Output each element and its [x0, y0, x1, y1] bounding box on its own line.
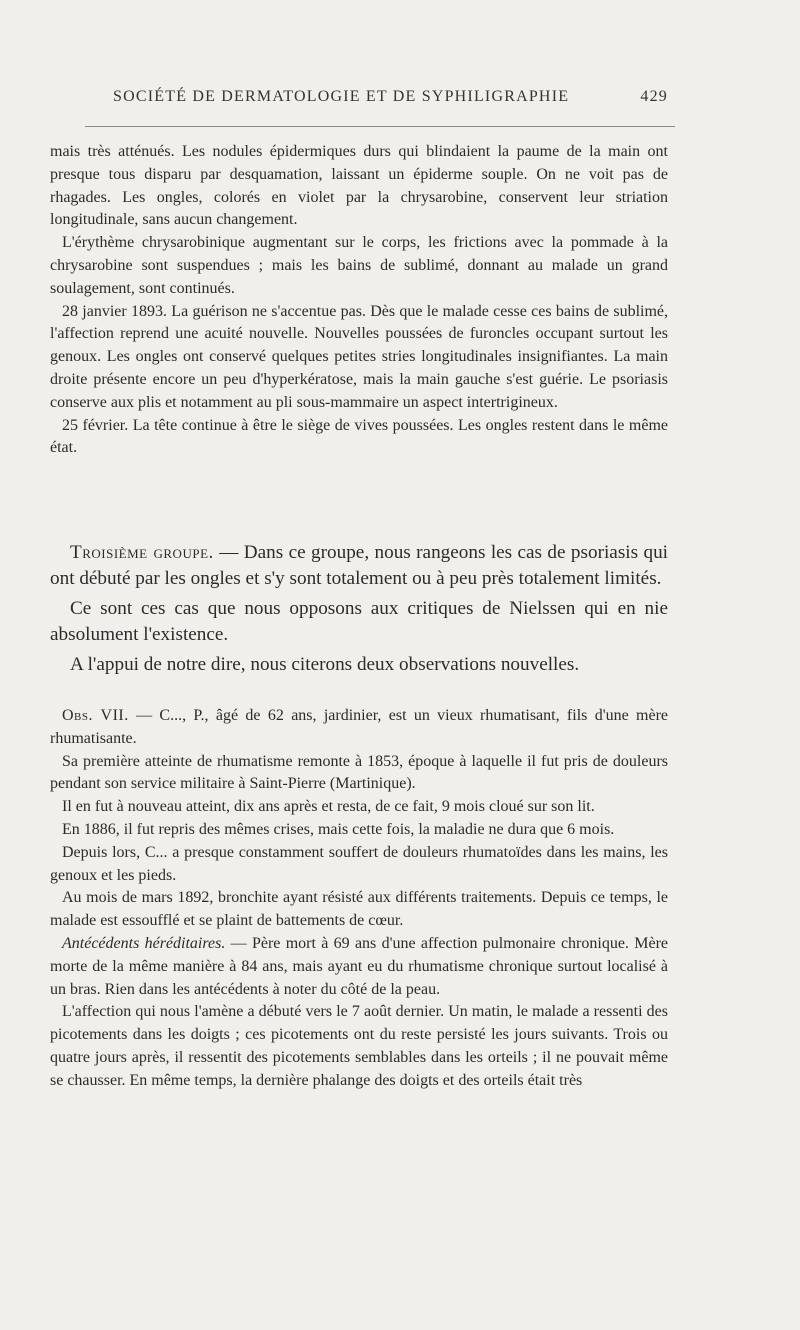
- paragraph: [50, 705, 668, 751]
- section-third-group: [50, 540, 668, 682]
- paragraph: [50, 540, 668, 592]
- paragraph: A l'appui de notre dire, nous citerons deux observations nouvelles.: [70, 654, 580, 675]
- section-observation-vii: [50, 705, 668, 1093]
- subheading-italic: Antécédents héréditaires.: [62, 934, 226, 952]
- observation-label: Obs. VII.: [62, 707, 129, 724]
- paragraph: 28 janvier 1893. La guérison ne s'accentue pas. Dès que le malade cesse ces bains de sublimé, l'affection reprend une acuité nouvelle. Nouvelles poussées de furoncles occupant surtout les genoux. Les ongles ont conservé quelques petites stries longitudinales insignifiantes. La main droite présente encore un peu d'hyperkératose, mais la main gauche s'est guérie. Le psoriasis conserve aux plis et notamment au pli sous-mammaire un aspect intertrigineux.: [50, 302, 668, 411]
- header-rule: [85, 126, 675, 127]
- page-number: 429: [640, 88, 668, 105]
- paragraph: [50, 933, 668, 1001]
- paragraph: Sa première atteinte de rhumatisme remonte à 1853, époque à laquelle il fut pris de douleurs pendant son service militaire à Saint-Pierre (Martinique).: [50, 752, 668, 793]
- section-continued-case: [50, 141, 668, 460]
- paragraph: Depuis lors, C... a presque constamment souffert de douleurs rhumatoïdes dans les mains, les genoux et les pieds.: [50, 843, 668, 884]
- paragraph-text: — C..., P., âgé de 62 ans, jardinier, est un vieux rhumatisant, fils d'une mère rhumatisante.: [50, 707, 668, 747]
- paragraph: Il en fut à nouveau atteint, dix ans après et resta, de ce fait, 9 mois cloué sur son lit.: [62, 798, 595, 816]
- paragraph: Au mois de mars 1892, bronchite ayant résisté aux différents traitements. Depuis ce temps, le malade est essoufflé et se plaint de battements de cœur.: [50, 889, 668, 930]
- paragraph-text: — Dans ce groupe, nous rangeons les cas de psoriasis qui ont débuté par les ongles et s'y sont totalement ou à peu près totalement limités.: [50, 542, 668, 589]
- paragraph: Ce sont ces cas que nous opposons aux critiques de Nielssen qui en nie absolument l'existence.: [50, 598, 668, 645]
- paragraph: L'érythème chrysarobinique augmentant sur le corps, les frictions avec la pommade à la chrysarobine sont suspendues ; mais les bains de sublimé, donnant au malade un grand soulagement, sont continués.: [50, 234, 668, 297]
- paragraph: L'affection qui nous l'amène a débuté vers le 7 août dernier. Un matin, le malade a ressenti des picotements dans les doigts ; ces picotements ont du reste persisté les jours suivants. Trois ou quatre jours après, il ressentit des picotements semblables dans les orteils ; il ne pouvait même se chausser. En même temps, la dernière phalange des doigts et des orteils était très: [50, 1003, 668, 1089]
- paragraph: 25 février. La tête continue à être le siège de vives poussées. Les ongles restent dans le même état.: [50, 416, 668, 457]
- section-heading: Troisième groupe.: [70, 542, 214, 563]
- running-title: SOCIÉTÉ DE DERMATOLOGIE ET DE SYPHILIGRAPHIE: [113, 88, 570, 105]
- paragraph: mais très atténués. Les nodules épidermiques durs qui blindaient la paume de la main ont presque tous disparu par desquamation, laissant un épiderme souple. On ne voit pas de rhagades. Les ongles, colorés en violet par la chrysarobine, conservent leur striation longitudinale, sans aucun changement.: [50, 143, 668, 229]
- paragraph: En 1886, il fut repris des mêmes crises, mais cette fois, la maladie ne dura que 6 mois.: [62, 820, 615, 838]
- paragraph-text: — Père mort à 69 ans d'une affection pulmonaire chronique. Mère morte de la même manière à 84 ans, mais ayant eu du rhumatisme chronique surtout localisé à un bras. Rien dans les antécédents à noter du côté de la peau.: [50, 934, 668, 998]
- running-header: [113, 88, 668, 106]
